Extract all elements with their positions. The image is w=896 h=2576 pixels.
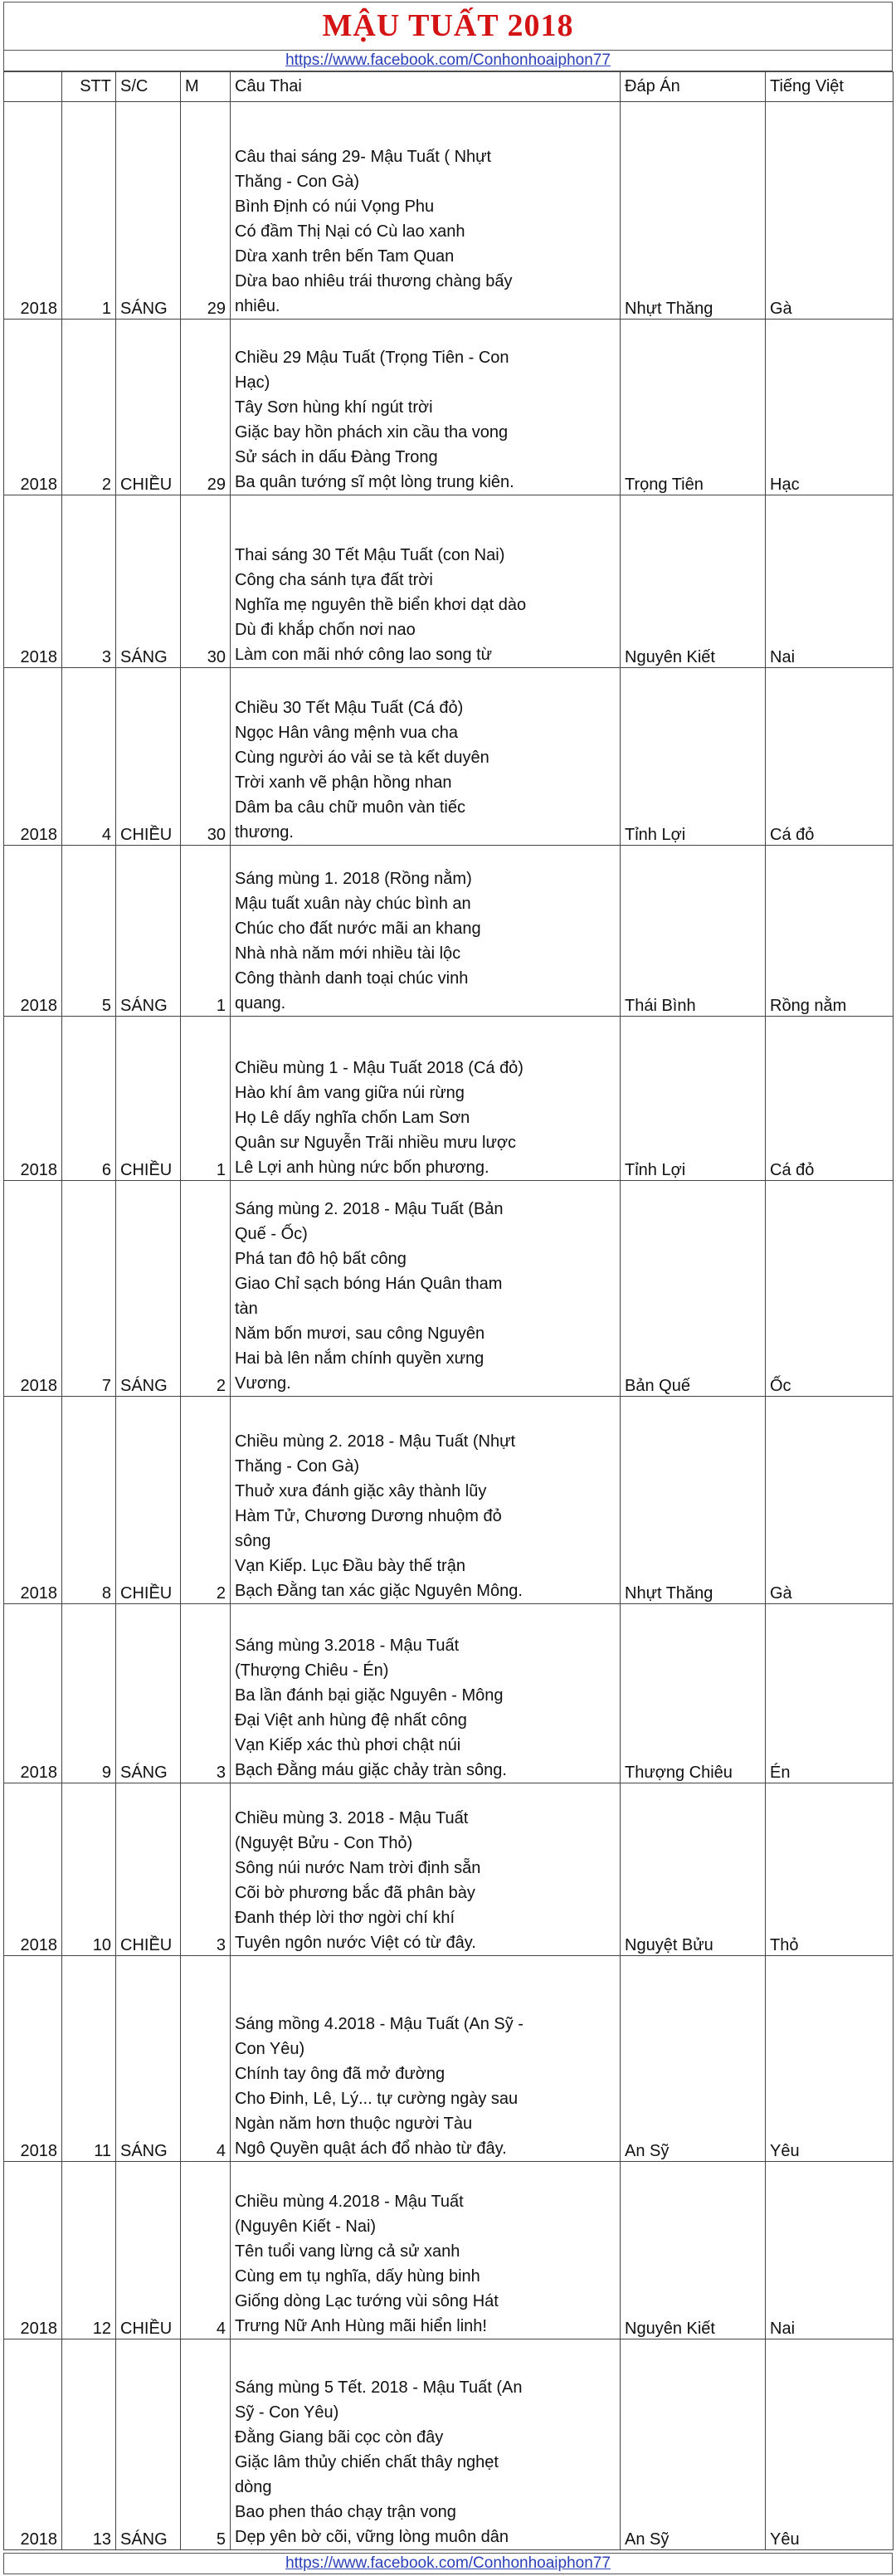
cell-tieng-viet: Yêu	[766, 1956, 894, 2162]
cau-thai-line: thương.	[235, 823, 294, 842]
cell-day: 3	[181, 1604, 231, 1783]
cau-thai-line: Thăng - Con Gà)	[235, 173, 360, 191]
table-row	[4, 495, 894, 668]
cau-thai-line: Sáng mùng 2. 2018 - Mậu Tuất (Bản	[235, 1200, 504, 1218]
cell-tieng-viet: Nai	[766, 2162, 894, 2339]
cau-thai-line: Công thành danh toại chúc vinh	[235, 969, 469, 988]
cau-thai-line: Đằng Giang bãi cọc còn đây	[235, 2428, 444, 2447]
cell-cau-thai	[231, 846, 621, 1017]
cau-thai-line: Công cha sánh tựa đất trời	[235, 571, 433, 589]
cell-dap-an: An Sỹ	[621, 2339, 766, 2550]
cau-thai-line: Sáng mùng 5 Tết. 2018 - Mậu Tuất (An	[235, 2378, 523, 2397]
cell-dap-an: Nguyên Kiết	[621, 495, 766, 668]
cau-thai-line: Chính tay ông đã mở đường	[235, 2065, 446, 2083]
table-row	[4, 2339, 894, 2550]
title-row	[3, 2, 893, 50]
cell-session: CHIỀU	[116, 1783, 181, 1956]
facebook-link-top[interactable]: https://www.facebook.com/Conhonhoaiphon77	[285, 51, 611, 69]
table-header-row	[4, 72, 894, 102]
cell-cau-thai	[231, 668, 621, 846]
col-year	[4, 72, 62, 102]
cell-day: 29	[181, 320, 231, 495]
table-row	[4, 846, 894, 1017]
cau-thai-line: Bạch Đằng tan xác giặc Nguyên Mông.	[235, 1582, 523, 1600]
cau-thai-line: Ngàn năm hơn thuộc người Tàu	[235, 2115, 473, 2133]
cau-thai-line: Đanh thép lời thơ ngời chí khí	[235, 1909, 455, 1927]
cau-thai-line: Cùng em tụ nghĩa, dấy hùng binh	[235, 2267, 480, 2286]
cell-dap-an: Nguyên Kiết	[621, 2162, 766, 2339]
cau-thai-line: Cho Đinh, Lê, Lý... tự cường ngày sau	[235, 2090, 519, 2108]
cau-thai-line: Chiều 30 Tết Mậu Tuất (Cá đỏ)	[235, 699, 464, 717]
cau-thai-line: Ba lần đánh bại giặc Nguyên - Mông	[235, 1686, 504, 1705]
cell-stt: 7	[62, 1181, 116, 1397]
cau-thai-line: Dù đi khắp chốn nơi nao	[235, 621, 416, 639]
cau-thai-line: Bạch Đằng máu giặc chảy tràn sông.	[235, 1761, 507, 1779]
cau-thai-line: quang.	[235, 994, 286, 1012]
cau-thai-line: Sỹ - Con Yêu)	[235, 2403, 339, 2422]
table-row	[4, 2162, 894, 2339]
cell-year: 2018	[4, 102, 62, 320]
table-row	[4, 1397, 894, 1604]
cell-stt: 4	[62, 668, 116, 846]
cell-stt: 5	[62, 846, 116, 1017]
cau-thai-line: Dừa bao nhiêu trái thương chàng bấy	[235, 272, 513, 290]
cell-session: SÁNG	[116, 1604, 181, 1783]
table-row	[4, 320, 894, 495]
table-row	[4, 1956, 894, 2162]
cau-thai-line: Sáng mùng 1. 2018 (Rồng nằm)	[235, 870, 472, 888]
cell-year: 2018	[4, 2162, 62, 2339]
cau-thai-line: Hai bà lên nắm chính quyền xưng	[235, 1349, 485, 1368]
cell-year: 2018	[4, 495, 62, 668]
table-row	[4, 1181, 894, 1397]
cell-year: 2018	[4, 2339, 62, 2550]
cell-session: SÁNG	[116, 846, 181, 1017]
cell-dap-an: Trọng Tiên	[621, 320, 766, 495]
cau-thai-line: Họ Lê dấy nghĩa chốn Lam Sơn	[235, 1109, 470, 1127]
cell-day: 1	[181, 1017, 231, 1181]
cell-year: 2018	[4, 1604, 62, 1783]
cell-session: CHIỀU	[116, 320, 181, 495]
cau-thai-line: Chúc cho đất nước mãi an khang	[235, 920, 481, 938]
cau-thai-line: Chiều mùng 3. 2018 - Mậu Tuất	[235, 1809, 469, 1827]
cell-tieng-viet: Rồng nằm	[766, 846, 894, 1017]
cell-cau-thai	[231, 320, 621, 495]
cau-thai-line: Tây Sơn hùng khí ngút trời	[235, 398, 433, 417]
cell-session: CHIỀU	[116, 2162, 181, 2339]
cau-thai-line: Hào khí âm vang giữa núi rừng	[235, 1084, 465, 1102]
cau-thai-line: (Thượng Chiêu - Én)	[235, 1661, 389, 1680]
cell-cau-thai	[231, 1181, 621, 1397]
cell-day: 2	[181, 1181, 231, 1397]
cell-session: SÁNG	[116, 2339, 181, 2550]
cell-day: 29	[181, 102, 231, 320]
cau-thai-line: Sử sách in dấu Đàng Trong	[235, 448, 438, 466]
cell-cau-thai	[231, 1604, 621, 1783]
cell-dap-an: Thượng Chiêu	[621, 1604, 766, 1783]
cau-thai-line: Trưng Nữ Anh Hùng mãi hiển linh!	[235, 2317, 487, 2335]
cell-stt: 13	[62, 2339, 116, 2550]
cau-thai-line: Chiều mùng 2. 2018 - Mậu Tuất (Nhựt	[235, 1432, 516, 1451]
table-row	[4, 1017, 894, 1181]
cell-session: CHIỀU	[116, 668, 181, 846]
cell-tieng-viet: Gà	[766, 1397, 894, 1604]
cell-tieng-viet: Hạc	[766, 320, 894, 495]
cau-thai-line: Thăng - Con Gà)	[235, 1457, 360, 1476]
cell-dap-an: Nhựt Thăng	[621, 102, 766, 320]
cau-thai-line: Có đầm Thị Nại có Cù lao xanh	[235, 222, 465, 241]
cau-thai-line: Mậu tuất xuân này chúc bình an	[235, 895, 471, 913]
cell-cau-thai	[231, 1783, 621, 1956]
cell-day: 4	[181, 1956, 231, 2162]
cau-thai-line: Giặc bay hồn phách xin cầu tha vong	[235, 423, 509, 442]
cau-thai-line: Dừa xanh trên bến Tam Quan	[235, 247, 455, 266]
col-cau-thai: Câu Thai	[231, 72, 621, 102]
cau-thai-line: Ba quân tướng sĩ một lòng trung kiên.	[235, 473, 514, 491]
cell-dap-an: Bản Quế	[621, 1181, 766, 1397]
table-body	[4, 102, 894, 2550]
cell-dap-an: Nhựt Thăng	[621, 1397, 766, 1604]
cau-thai-line: Câu thai sáng 29- Mậu Tuất ( Nhựt	[235, 148, 492, 166]
cell-cau-thai	[231, 495, 621, 668]
cell-year: 2018	[4, 846, 62, 1017]
cau-thai-line: Ngô Quyền quật ách đổ nhào từ đây.	[235, 2139, 507, 2158]
cell-stt: 6	[62, 1017, 116, 1181]
cell-session: CHIỀU	[116, 1017, 181, 1181]
cell-tieng-viet: Nai	[766, 495, 894, 668]
cell-stt: 10	[62, 1783, 116, 1956]
cau-thai-line: Giặc lâm thủy chiến chất thây nghẹt	[235, 2453, 499, 2471]
table-row	[4, 102, 894, 320]
cau-thai-line: Quế - Ốc)	[235, 1225, 308, 1243]
cell-dap-an: Nguyệt Bửu	[621, 1783, 766, 1956]
cell-year: 2018	[4, 1956, 62, 2162]
cell-year: 2018	[4, 668, 62, 846]
cau-thai-line: Sáng mồng 4.2018 - Mậu Tuất (An Sỹ -	[235, 2015, 523, 2033]
cau-thai-line: Quân sư Nguyễn Trãi nhiều mưu lược	[235, 1134, 516, 1152]
cau-thai-line: Giống dòng Lạc tướng vùi sông Hát	[235, 2292, 499, 2310]
cau-thai-line: Thai sáng 30 Tết Mậu Tuất (con Nai)	[235, 546, 505, 564]
cau-thai-line: Vương.	[235, 1374, 291, 1393]
cell-year: 2018	[4, 1397, 62, 1604]
cau-thai-line: Sông núi nước Nam trời định sẵn	[235, 1859, 481, 1877]
cell-cau-thai	[231, 1956, 621, 2162]
cell-day: 5	[181, 2339, 231, 2550]
cau-thai-line: Con Yêu)	[235, 2040, 305, 2058]
cell-day: 30	[181, 668, 231, 846]
page-title: MẬU TUẤT 2018	[322, 8, 574, 43]
cau-thai-line: Cùng người áo vải se tà kết duyên	[235, 749, 489, 767]
cau-thai-line: Làm con mãi nhớ công lao song từ	[235, 646, 493, 664]
cell-year: 2018	[4, 1181, 62, 1397]
cell-tieng-viet: Gà	[766, 102, 894, 320]
cell-day: 3	[181, 1783, 231, 1956]
cau-thai-line: (Nguyệt Bửu - Con Thỏ)	[235, 1834, 413, 1852]
cau-thai-line: tàn	[235, 1300, 258, 1318]
cau-thai-line: Dẹp yên bờ cõi, vững lòng muôn dân	[235, 2528, 509, 2546]
cell-stt: 8	[62, 1397, 116, 1604]
cau-thai-line: Thuở xưa đánh giặc xây thành lũy	[235, 1482, 487, 1500]
col-sc: S/C	[116, 72, 181, 102]
cau-thai-line: Phá tan đô hộ bất công	[235, 1250, 407, 1268]
cell-cau-thai	[231, 1017, 621, 1181]
cau-thai-line: Hàm Tử, Chương Dương nhuộm đỏ	[235, 1507, 502, 1525]
cau-thai-line: Ngọc Hân vâng mệnh vua cha	[235, 724, 459, 742]
cell-year: 2018	[4, 1783, 62, 1956]
facebook-link-bottom[interactable]: https://www.facebook.com/Conhonhoaiphon77	[285, 2554, 611, 2572]
cell-session: SÁNG	[116, 102, 181, 320]
cell-day: 30	[181, 495, 231, 668]
cell-stt: 1	[62, 102, 116, 320]
cau-thai-line: nhiêu.	[235, 297, 280, 315]
cell-dap-an: Thái Bình	[621, 846, 766, 1017]
cau-thai-line: Nghĩa mẹ nguyên thề biển khơi dạt dào	[235, 596, 527, 614]
cell-tieng-viet: Cá đỏ	[766, 1017, 894, 1181]
cau-thai-line: Trời xanh vẽ phận hồng nhan	[235, 773, 452, 792]
cau-thai-line: Dâm ba câu chữ muôn vàn tiếc	[235, 798, 465, 817]
cau-thai-line: Vạn Kiếp xác thù phơi chật núi	[235, 1736, 461, 1754]
cau-thai-line: (Nguyên Kiết - Nai)	[235, 2217, 377, 2236]
cell-dap-an: Tỉnh Lợi	[621, 1017, 766, 1181]
cell-year: 2018	[4, 1017, 62, 1181]
cell-day: 1	[181, 846, 231, 1017]
lottery-table	[3, 71, 894, 2550]
url-row-top	[3, 50, 893, 71]
cell-stt: 2	[62, 320, 116, 495]
cau-thai-line: Cõi bờ phương bắc đã phân bày	[235, 1884, 475, 1902]
cell-tieng-viet: Én	[766, 1604, 894, 1783]
cell-day: 2	[181, 1397, 231, 1604]
cell-dap-an: An Sỹ	[621, 1956, 766, 2162]
cau-thai-line: Tên tuổi vang lừng cả sử xanh	[235, 2242, 460, 2261]
cell-session: SÁNG	[116, 495, 181, 668]
cell-stt: 9	[62, 1604, 116, 1783]
col-dap-an: Đáp Án	[621, 72, 766, 102]
cau-thai-line: Chiều mùng 4.2018 - Mậu Tuất	[235, 2193, 464, 2211]
col-m: M	[181, 72, 231, 102]
cau-thai-line: Lê Lợi anh hùng nức bốn phương.	[235, 1159, 489, 1177]
cell-session: SÁNG	[116, 1956, 181, 2162]
cau-thai-line: Tuyên ngôn nước Việt có từ đây.	[235, 1934, 476, 1952]
cell-cau-thai	[231, 2339, 621, 2550]
table-row	[4, 1783, 894, 1956]
cell-session: SÁNG	[116, 1181, 181, 1397]
cau-thai-line: Chiều 29 Mậu Tuất (Trọng Tiên - Con	[235, 349, 509, 367]
cell-cau-thai	[231, 102, 621, 320]
cau-thai-line: Chiều mùng 1 - Mậu Tuất 2018 (Cá đỏ)	[235, 1059, 523, 1077]
cau-thai-line: Sáng mùng 3.2018 - Mậu Tuất	[235, 1637, 460, 1655]
table-row	[4, 668, 894, 846]
cell-day: 4	[181, 2162, 231, 2339]
cell-cau-thai	[231, 1397, 621, 1604]
col-tieng-viet: Tiếng Việt	[766, 72, 894, 102]
cau-thai-line: Năm bốn mươi, sau công Nguyên	[235, 1325, 485, 1343]
cau-thai-line: Bao phen tháo chạy trận vong	[235, 2503, 456, 2521]
cau-thai-line: Hạc)	[235, 373, 270, 392]
cau-thai-line: Nhà nhà năm mới nhiều tài lộc	[235, 944, 461, 963]
cell-year: 2018	[4, 320, 62, 495]
cau-thai-line: Giao Chỉ sạch bóng Hán Quân tham	[235, 1275, 503, 1293]
cell-stt: 12	[62, 2162, 116, 2339]
url-row-bottom	[3, 2553, 893, 2574]
cau-thai-line: Vạn Kiếp. Lục Đầu bày thế trận	[235, 1557, 465, 1575]
cell-stt: 3	[62, 495, 116, 668]
cell-stt: 11	[62, 1956, 116, 2162]
cell-tieng-viet: Cá đỏ	[766, 668, 894, 846]
cell-session: CHIỀU	[116, 1397, 181, 1604]
cau-thai-line: Bình Định có núi Vọng Phu	[235, 198, 435, 216]
cau-thai-line: sông	[235, 1532, 271, 1550]
table-row	[4, 1604, 894, 1783]
cell-tieng-viet: Yêu	[766, 2339, 894, 2550]
cau-thai-line: Đại Việt anh hùng đệ nhất công	[235, 1711, 467, 1730]
cell-dap-an: Tỉnh Lợi	[621, 668, 766, 846]
col-stt: STT	[62, 72, 116, 102]
cell-tieng-viet: Thỏ	[766, 1783, 894, 1956]
cell-cau-thai	[231, 2162, 621, 2339]
cell-tieng-viet: Ốc	[766, 1181, 894, 1397]
cau-thai-line: dòng	[235, 2478, 272, 2496]
